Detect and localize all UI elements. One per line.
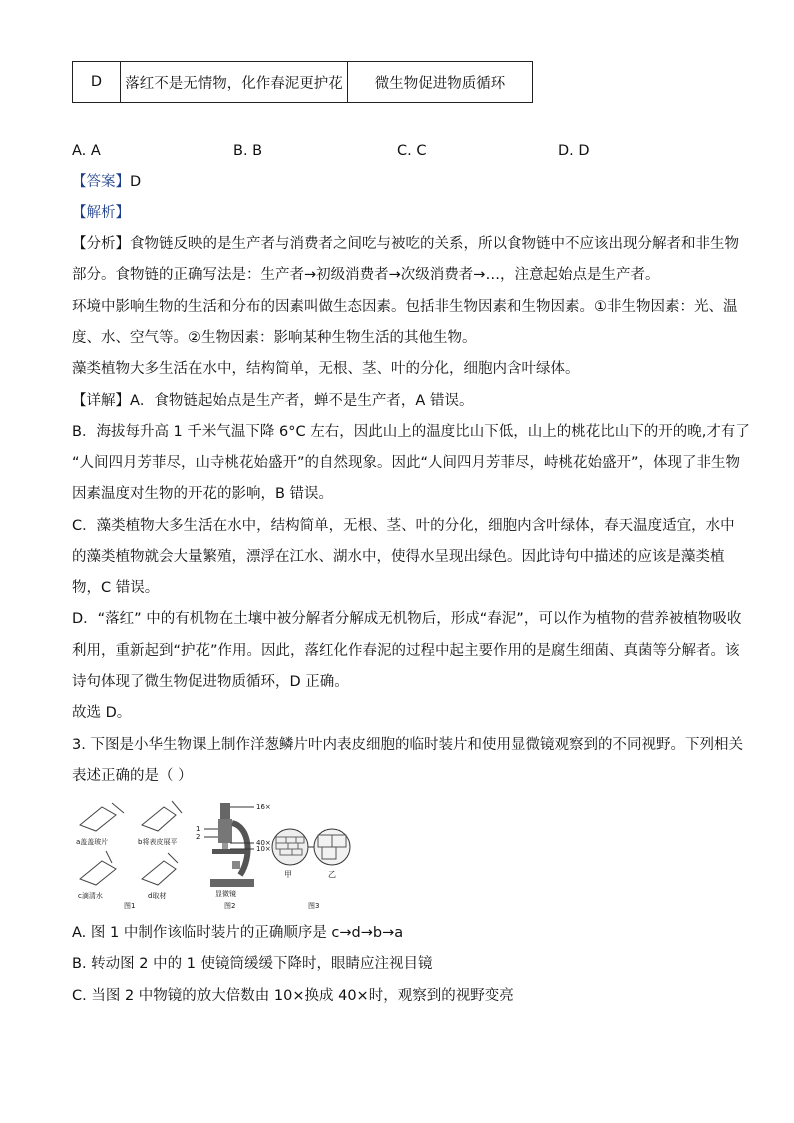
panel-label-a: a盖盖玻片 xyxy=(76,838,109,846)
dropper-sketch-c xyxy=(106,851,112,863)
view-circle-1 xyxy=(272,829,308,865)
microscope-drawing xyxy=(204,803,254,887)
option-d: D. D xyxy=(558,143,590,159)
table-cell-poem: 落红不是无情物，化作春泥更护花 xyxy=(121,62,348,103)
analysis-line: C．藻类植物大多生活在水中，结构简单，无根、茎、叶的分化，细胞内含叶绿体，春天温度适宜，水中 xyxy=(72,518,735,534)
microscope-part-1: 1 xyxy=(196,825,201,833)
analysis-line: 故选 D。 xyxy=(72,705,132,721)
analysis-line: 【详解】A．食物链起始点是生产者，蝉不是生产者，A 错误。 xyxy=(72,393,474,409)
stage xyxy=(212,849,246,854)
figure-3-label: 图3 xyxy=(308,902,320,910)
option-c: C. C xyxy=(397,143,427,159)
choice-a: A. 图 1 中制作该临时装片的正确顺序是 c→d→b→a xyxy=(72,925,404,941)
analysis-line: “人间四月芳菲尽，山寺桃花始盛开”的自然现象。因此“人间四月芳菲尽，峙桃花始盛开”，体现了非生物 xyxy=(72,455,741,471)
microscope-label: 显微镜 xyxy=(215,890,236,898)
analysis-line: 部分。食物链的正确写法是：生产者→初级消费者→次级消费者→…，注意起始点是生产者。 xyxy=(72,267,660,283)
hand-sketch-d xyxy=(142,861,176,885)
analysis-line: 诗句体现了微生物促进物质循环，D 正确。 xyxy=(72,674,349,690)
tube xyxy=(218,819,232,843)
eyepiece-mag: 16× xyxy=(256,803,271,811)
view-label-2: 乙 xyxy=(328,870,336,879)
base xyxy=(210,879,254,887)
option-a: A. A xyxy=(72,143,101,159)
analysis-line: B．海拔每升高 1 千米气温下降 6°C 左右，因此山上的温度比山下低，山上的桃花比山下的开的晚,才有了 xyxy=(72,424,750,440)
question-3-line1: 3. 下图是小华生物课上制作洋葱鳞片叶内表皮细胞的临时装片和使用显微镜观察到的不同视野。下列相关 xyxy=(72,737,743,753)
panel-label-b: b将表皮展平 xyxy=(138,838,178,846)
table-cell-option: D xyxy=(73,62,121,103)
forceps-sketch-a xyxy=(112,803,124,813)
analysis-line: 物，C 错误。 xyxy=(72,580,160,596)
analysis-line: 的藻类植物就会大量繁殖，漂浮在江水、湖水中，使得水呈现出绿色。因此诗句中描述的应该是藻类植 xyxy=(72,549,725,565)
analysis-line: 利用，重新起到“护花”作用。因此，落红化作春泥的过程中起主要作用的是腐生细菌、真菌等分解者。该 xyxy=(72,643,740,659)
analysis-line: 环境中影响生物的生活和分布的因素叫做生态因素。包括非生物因素和生物因素。①非生物因素：光、温 xyxy=(72,299,738,315)
answer-value: D xyxy=(130,174,142,190)
panel-label-d: d取材 xyxy=(148,892,167,900)
figure-1-label: 图1 xyxy=(124,902,136,910)
microscope-part-2: 2 xyxy=(196,833,201,841)
choice-c: C. 当图 2 中物镜的放大倍数由 10×换成 40×时，观察到的视野变亮 xyxy=(72,988,514,1004)
answer-label: 【答案】 xyxy=(72,174,130,190)
analysis-line: D．“落红” 中的有机物在土壤中被分解者分解成无机物后，形成“春泥”，可以作为植物的营养被植物吸收 xyxy=(72,611,742,627)
microscope-figure xyxy=(72,797,372,913)
hand-sketch-c xyxy=(80,861,116,885)
answer-table xyxy=(72,61,533,103)
answer-line xyxy=(72,172,141,192)
forceps-sketch-d xyxy=(168,853,178,863)
analysis-line: 因素温度对生物的开花的影响，B 错误。 xyxy=(72,486,334,502)
eyepiece xyxy=(220,803,230,821)
objective xyxy=(222,843,228,849)
adjustment-knob xyxy=(232,861,240,869)
table-cell-meaning: 微生物促进物质循环 xyxy=(348,62,533,103)
figure-2-label: 图2 xyxy=(224,902,236,910)
analysis-line: 藻类植物大多生活在水中，结构简单，无根、茎、叶的分化，细胞内含叶绿体。 xyxy=(72,361,580,377)
needle-sketch-b xyxy=(172,801,182,813)
analysis-line: 【分析】食物链反映的是生产者与消费者之间吃与被吃的关系，所以食物链中不应该出现分解者和非生物 xyxy=(72,236,739,252)
view-label-1: 甲 xyxy=(284,870,292,879)
objective-mag-10: 10× xyxy=(256,845,271,853)
objective-mag-40: 40× xyxy=(256,839,271,847)
table-row xyxy=(73,62,533,103)
choice-b: B. 转动图 2 中的 1 使镜筒缓缓下降时，眼睛应注视目镜 xyxy=(72,956,433,972)
hand-sketch-b xyxy=(142,807,176,831)
analysis-title: 【解析】 xyxy=(72,205,130,221)
hand-sketch-a xyxy=(80,807,116,831)
panel-label-c: c滴清水 xyxy=(78,892,103,900)
analysis-line: 度、水、空气等。②生物因素：影响某种生物生活的其他生物。 xyxy=(72,330,477,346)
question-3-line2: 表述正确的是（ ） xyxy=(72,768,193,784)
option-b: B. B xyxy=(233,143,263,159)
